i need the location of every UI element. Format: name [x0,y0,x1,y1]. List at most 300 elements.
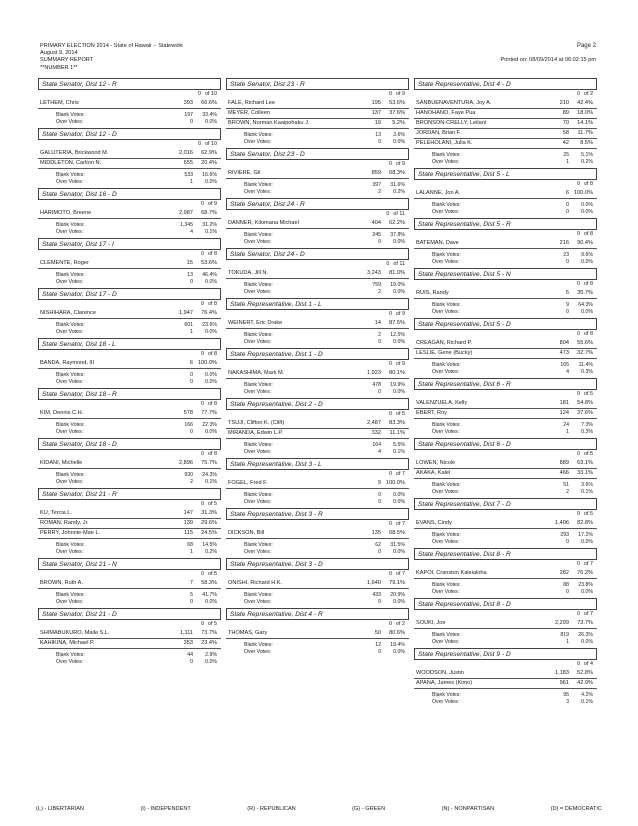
blank-votes-row [414,482,597,489]
blank-votes-count: 164 [372,442,381,448]
precincts-reporting: 0 [577,91,580,97]
blank-votes-percent: 9.6% [581,252,593,258]
blank-votes-percent: 14.5% [202,542,217,548]
candidate-name: MIRANDA, Edwin L.P. [228,430,283,436]
race-block [414,648,597,706]
candidate-name: BATEMAN, Dave [416,240,459,246]
candidate-row [414,119,597,129]
candidate-votes: 961 [559,680,569,686]
candidate-row [414,139,597,149]
candidate-votes: 6 [565,190,569,196]
over-votes-label: Over Votes: [244,449,272,455]
blank-votes-row [414,152,597,159]
over-votes-label: Over Votes: [432,259,460,265]
blank-votes-percent: 3.6% [581,482,593,488]
blank-votes-row [414,582,597,589]
over-votes-percent: 0.0% [205,279,217,285]
precincts-total: of 9 [208,201,217,207]
over-votes-percent: 0.3% [581,369,593,375]
candidate-name: KAHIKINA, Michael P. [40,640,95,646]
reporting-line [226,360,409,369]
over-votes-label: Over Votes: [56,479,84,485]
blank-votes-label: Blank Votes: [56,472,85,478]
candidate-percent: 77.7% [201,410,217,416]
candidate-percent: 76.4% [201,310,217,316]
candidate-percent: 42.9% [577,680,593,686]
race-title: State Senator, Dist 18 - R [38,388,221,400]
candidate-percent: 62.9% [201,150,217,156]
candidate-row [38,159,221,169]
race-title: State Senator, Dist 18 - D [38,438,221,450]
precincts-reporting: 0 [389,521,392,527]
blank-votes-percent: 5.1% [581,152,593,158]
over-votes-percent: 0.0% [581,309,593,315]
precincts-total: of 10 [205,141,217,147]
candidate-name: LETHEM, Chris [40,100,79,106]
blank-votes-label: Blank Votes: [56,592,85,598]
blank-votes-count: 12 [375,642,381,648]
precincts-reporting: 0 [198,141,201,147]
precincts-reporting: 0 [201,351,204,357]
candidate-votes: 14 [374,320,381,326]
race-title: State Senator, Dist 18 - L [38,338,221,350]
reporting-line [226,470,409,479]
over-votes-row [38,549,221,556]
reporting-line [226,90,409,99]
precincts-total: of 7 [396,471,405,477]
candidate-percent: 53.6% [389,100,405,106]
over-votes-count: 2 [190,479,193,485]
candidate-name: TSUJI, Clifton K. (Clift) [228,420,285,426]
candidate-row [414,289,597,299]
over-votes-percent: 0.0% [205,379,217,385]
race-title: State Representative, Dist 5 - R [414,218,597,230]
race-block [414,268,597,316]
blank-votes-label: Blank Votes: [432,632,461,638]
blank-votes-row [226,232,409,239]
race-block [38,558,221,606]
over-votes-label: Over Votes: [244,499,272,505]
over-votes-label: Over Votes: [56,659,84,665]
over-votes-count: 0 [566,589,569,595]
over-votes-count: 1 [566,159,569,165]
legend-item: (I) - INDEPENDENT [140,806,191,812]
candidate-name: SANBUENAVENTURA, Joy A. [416,100,492,106]
race-title: State Senator, Dist 12 - R [38,78,221,90]
over-votes-percent: 0.2% [393,189,405,195]
header-line: **NUMBER 1** [40,64,78,71]
report-header [40,43,183,72]
race-block [414,438,597,496]
reporting-line [414,280,597,289]
candidate-votes: 5 [565,290,569,296]
race-block [226,198,409,246]
candidate-percent: 31.3% [201,510,217,516]
race-title: State Senator, Dist 17 - D [38,288,221,300]
race-title: State Representative, Dist 4 - R [226,608,409,620]
candidate-votes: 393 [183,100,193,106]
race-title: State Representative, Dist 3 - R [226,508,409,520]
candidate-name: LOWEN, Nicole [416,460,456,466]
blank-votes-count: 245 [372,232,381,238]
over-votes-label: Over Votes: [244,239,272,245]
race-block [226,298,409,346]
blank-votes-row [414,422,597,429]
blank-votes-row [414,692,597,699]
blank-votes-percent: 26.3% [578,632,593,638]
blank-votes-label: Blank Votes: [432,302,461,308]
reporting-line [226,520,409,529]
over-votes-label: Over Votes: [244,189,272,195]
blank-votes-label: Blank Votes: [244,282,273,288]
over-votes-count: 1 [190,329,193,335]
over-votes-label: Over Votes: [244,389,272,395]
race-title: State Senator, Dist 12 - D [38,128,221,140]
blank-votes-percent: 20.9% [390,592,405,598]
blank-votes-label: Blank Votes: [56,422,85,428]
precincts-total: of 8 [208,401,217,407]
printed-on: Printed on: 08/09/2014 at 06:02:15 pm [500,57,596,63]
blank-votes-count: 166 [184,422,193,428]
race-title: State Senator, Dist 23 - R [226,78,409,90]
candidate-name: VALENZUELA, Kelly [416,400,468,406]
blank-votes-count: 819 [560,632,569,638]
blank-votes-row [38,112,221,119]
reporting-line [414,450,597,459]
precincts-reporting: 0 [201,451,204,457]
race-title: State Representative, Dist 5 - L [414,168,597,180]
reporting-line [414,610,597,619]
over-votes-label: Over Votes: [432,429,460,435]
blank-votes-row [226,382,409,389]
candidate-percent: 90.4% [577,240,593,246]
race-title: State Representative, Dist 5 - D [414,318,597,330]
candidate-row [414,99,597,109]
candidate-row [38,259,221,269]
candidate-percent: 62.2% [389,220,405,226]
reporting-line [38,140,221,149]
blank-votes-percent: 19.4% [390,642,405,648]
precincts-total: of 2 [584,91,593,97]
candidate-row [414,669,597,679]
over-votes-label: Over Votes: [56,179,84,185]
precincts-reporting: 0 [577,331,580,337]
over-votes-count: 0 [378,549,381,555]
race-title: State Senator, Dist 21 - N [38,558,221,570]
blank-votes-percent: 7.3% [581,422,593,428]
precincts-reporting: 0 [577,281,580,287]
reporting-line [414,660,597,669]
over-votes-count: 1 [190,549,193,555]
precincts-reporting: 0 [577,451,580,457]
blank-votes-label: Blank Votes: [56,372,85,378]
over-votes-count: 1 [566,639,569,645]
race-block [226,78,409,146]
over-votes-label: Over Votes: [432,699,460,705]
candidate-row [414,679,597,689]
over-votes-percent: 0.0% [581,209,593,215]
over-votes-label: Over Votes: [56,119,84,125]
blank-votes-row [414,302,597,309]
blank-votes-row [226,542,409,549]
precincts-reporting: 0 [389,311,392,317]
race-block [414,318,597,376]
candidate-votes: 216 [559,240,569,246]
blank-votes-count: 13 [187,272,193,278]
over-votes-count: 0 [378,139,381,145]
race-title: State Senator, Dist 24 - R [226,198,409,210]
blank-votes-label: Blank Votes: [244,182,273,188]
candidate-votes: 2,987 [179,210,193,216]
candidate-row [414,569,597,579]
candidate-percent: 29.6% [201,520,217,526]
reporting-line [226,210,409,219]
race-block [226,398,409,456]
precincts-reporting: 0 [577,391,580,397]
candidate-row [414,239,597,249]
race-title: State Senator, Dist 17 - I [38,238,221,250]
blank-votes-row [226,592,409,599]
reporting-line [414,560,597,569]
over-votes-count: 1 [566,429,569,435]
over-votes-percent: 0.0% [393,389,405,395]
over-votes-percent: 0.0% [581,589,593,595]
race-title: State Representative, Dist 6 - D [414,438,597,450]
candidate-name: BRONSON-CRELLY, Leilani [416,120,487,126]
candidate-name: ROMAN, Randy, Jr. [40,520,89,526]
reporting-line [38,250,221,259]
blank-votes-count: 68 [187,542,193,548]
candidate-votes: 2,896 [179,460,193,466]
blank-votes-count: 759 [372,282,381,288]
over-votes-row [38,329,221,336]
blank-votes-count: 0 [566,202,569,208]
precincts-total: of 8 [208,301,217,307]
blank-votes-row [38,272,221,279]
candidate-row [226,479,409,489]
blank-votes-count: 9 [566,302,569,308]
candidate-row [38,459,221,469]
reporting-line [38,400,221,409]
over-votes-count: 0 [190,379,193,385]
candidate-name: SOUKI, Joe [416,620,446,626]
candidate-row [38,639,221,649]
precincts-total: of 5 [208,501,217,507]
reporting-line [414,180,597,189]
candidate-percent: 37.6% [389,110,405,116]
over-votes-percent: 0.0% [393,649,405,655]
candidate-votes: 89 [562,110,569,116]
precincts-reporting: 0 [389,621,392,627]
candidate-name: RUIS, Randy [416,290,449,296]
candidate-percent: 33.1% [577,470,593,476]
race-block [414,498,597,546]
over-votes-row [414,699,597,706]
over-votes-count: 0 [378,649,381,655]
over-votes-percent: 0.0% [205,119,217,125]
blank-votes-percent: 64.3% [578,302,593,308]
blank-votes-percent: 31.2% [202,222,217,228]
blank-votes-count: 433 [372,592,381,598]
race-block [414,78,597,166]
candidate-name: KAPOI, Cranston Kaleialoha [416,570,487,576]
legend-item: (D) = DEMOCRATIC [550,806,602,812]
race-title: State Representative, Dist 6 - R [414,378,597,390]
candidate-row [226,119,409,129]
blank-votes-label: Blank Votes: [244,542,273,548]
over-votes-row [414,209,597,216]
candidate-name: EVANS, Cindy [416,520,452,526]
blank-votes-percent: 23.6% [202,322,217,328]
blank-votes-row [226,642,409,649]
blank-votes-row [414,362,597,369]
candidate-votes: 210 [559,100,569,106]
over-votes-count: 0 [378,599,381,605]
blank-votes-label: Blank Votes: [432,692,461,698]
header-line: SUMMARY REPORT [40,57,94,64]
candidate-row [226,419,409,429]
candidate-name: NISHIHARA, Clarence [40,310,96,316]
race-block [226,508,409,556]
candidate-votes: 9 [377,480,381,486]
over-votes-row [414,259,597,266]
over-votes-percent: 0.2% [581,159,593,165]
over-votes-percent: 0.0% [393,289,405,295]
candidate-name: GALUTERIA, Brickwood M. [40,150,109,156]
candidate-row [38,149,221,159]
precincts-reporting: 0 [577,231,580,237]
over-votes-percent: 0.1% [393,449,405,455]
candidate-percent: 23.4% [201,640,217,646]
reporting-line [414,230,597,239]
candidate-name: EBERT, Roy [416,410,447,416]
blank-votes-row [38,422,221,429]
candidate-percent: 18.0% [577,110,593,116]
candidate-row [414,339,597,349]
precincts-total: of 7 [396,521,405,527]
blank-votes-percent: 0.0% [205,372,217,378]
race-block [226,248,409,296]
over-votes-percent: 0.0% [581,539,593,545]
precincts-reporting: 0 [201,401,204,407]
candidate-votes: 473 [559,350,569,356]
blank-votes-row [38,322,221,329]
candidate-votes: 466 [559,470,569,476]
blank-votes-count: 165 [560,362,569,368]
candidate-row [38,309,221,319]
candidate-percent: 37.6% [577,410,593,416]
candidate-name: BANDA, Raymond, III [40,360,95,366]
candidate-name: PERRY, Johnnie-Mae L. [40,530,101,536]
header-line: August 9, 2014 [40,50,78,57]
reporting-line [226,410,409,419]
candidate-name: HARIMOTO, Breene [40,210,92,216]
candidate-votes: 353 [183,640,193,646]
precincts-reporting: 0 [198,91,201,97]
candidate-row [226,429,409,439]
over-votes-count: 0 [378,389,381,395]
blank-votes-label: Blank Votes: [56,652,85,658]
candidate-row [38,629,221,639]
blank-votes-count: 601 [184,322,193,328]
precincts-total: of 11 [393,211,405,217]
blank-votes-label: Blank Votes: [244,592,273,598]
over-votes-row [226,239,409,246]
blank-votes-label: Blank Votes: [244,382,273,388]
precincts-total: of 8 [208,351,217,357]
candidate-percent: 68.7% [201,210,217,216]
precincts-reporting: 0 [389,361,392,367]
candidate-name: PELEHOLANI, Julia K. [416,140,473,146]
precincts-total: of 4 [584,661,593,667]
candidate-row [226,169,409,179]
over-votes-row [226,549,409,556]
precincts-total: of 5 [584,391,593,397]
over-votes-percent: 0.0% [393,239,405,245]
blank-votes-row [38,172,221,179]
precincts-reporting: 0 [389,411,392,417]
precincts-reporting: 0 [577,511,580,517]
race-title: State Representative, Dist 3 - D [226,558,409,570]
candidate-votes: 19 [374,120,381,126]
over-votes-label: Over Votes: [56,279,84,285]
candidate-name: CREAGAN, Richard P. [416,340,473,346]
over-votes-row [226,389,409,396]
blank-votes-label: Blank Votes: [56,272,85,278]
candidate-percent: 35.7% [577,290,593,296]
blank-votes-percent: 5.5% [393,442,405,448]
blank-votes-row [38,652,221,659]
race-block [38,78,221,126]
race-block [38,128,221,186]
blank-votes-count: 62 [375,542,381,548]
race-block [226,348,409,396]
race-title: State Representative, Dist 8 - R [414,548,597,560]
candidate-votes: 859 [371,170,381,176]
blank-votes-row [414,532,597,539]
blank-votes-count: 51 [563,482,569,488]
candidate-percent: 76.2% [577,570,593,576]
precincts-total: of 8 [584,231,593,237]
over-votes-label: Over Votes: [432,539,460,545]
candidate-percent: 87.5% [389,320,405,326]
candidate-votes: 332 [371,430,381,436]
over-votes-row [226,499,409,506]
candidate-votes: 58 [562,130,569,136]
reporting-line [414,510,597,519]
candidate-row [226,109,409,119]
blank-votes-row [414,252,597,259]
blank-votes-label: Blank Votes: [56,542,85,548]
blank-votes-row [226,132,409,139]
blank-votes-label: Blank Votes: [432,532,461,538]
over-votes-label: Over Votes: [432,369,460,375]
race-block [38,488,221,556]
blank-votes-label: Blank Votes: [244,492,273,498]
over-votes-count: 4 [378,449,381,455]
candidate-votes: 195 [371,100,381,106]
candidate-row [414,459,597,469]
precincts-reporting: 0 [201,501,204,507]
precincts-total: of 9 [396,311,405,317]
over-votes-percent: 0.1% [205,229,217,235]
candidate-name: BROWN, Norman Kaaipohaku J. [228,120,310,126]
over-votes-count: 0 [566,309,569,315]
candidate-name: LESLIE, Gene (Bucky) [416,350,473,356]
blank-votes-percent: 0.0% [581,202,593,208]
candidate-percent: 42.4% [577,100,593,106]
candidate-votes: 3,243 [367,270,381,276]
